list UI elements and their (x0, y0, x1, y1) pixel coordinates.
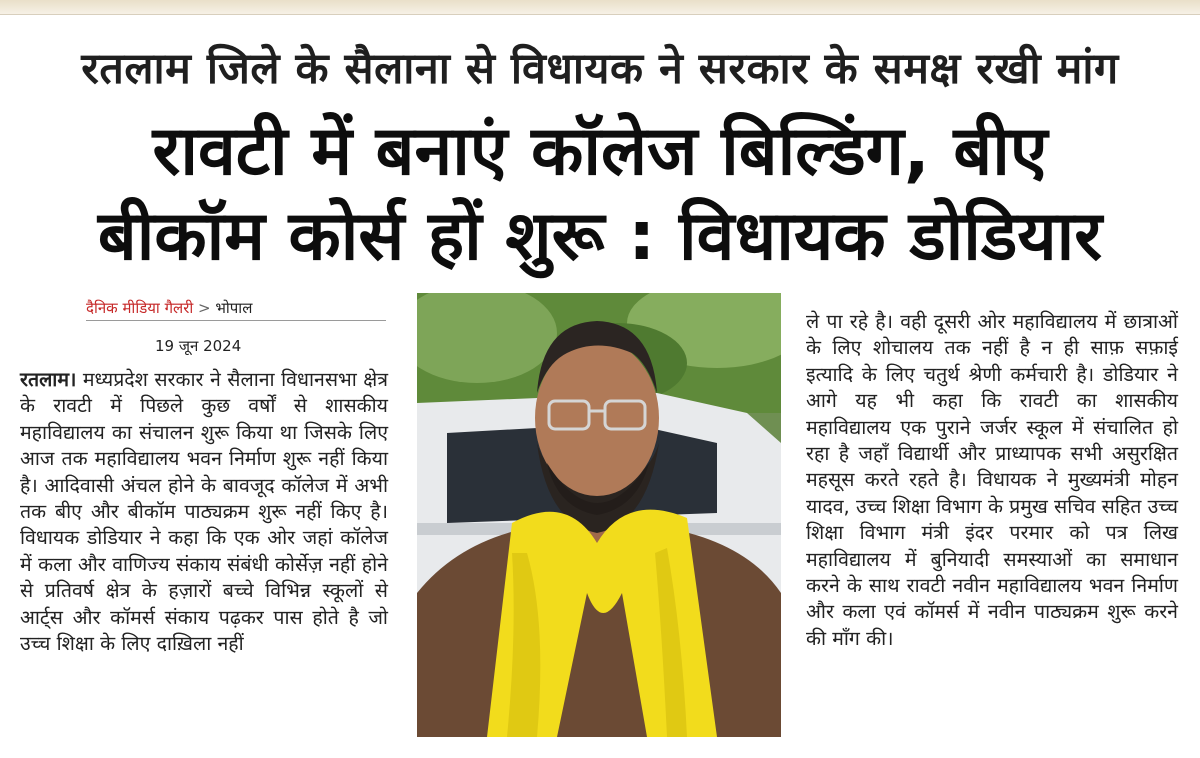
kicker-headline: रतलाम जिले के सैलाना से विधायक ने सरकार के समक्ष रखी मांग (81, 44, 1119, 94)
dateline: 19 जून 2024 (155, 337, 242, 355)
headline-line-1: रावटी में बनाएं कॉलेज बिल्डिंग, बीए (152, 112, 1048, 191)
byline-source: दैनिक मीडिया गैलरी (86, 299, 194, 317)
body-right-text: ले पा रहे है। वही दूसरी ओर महाविद्यालय में छात्राओं के लिए शोचालय तक नहीं है न ही साफ़ सफ़ाई इत्यादि के लिए चतुर्थ श्रेणी कर्मचारी है। डोडियार ने आगे यह भी कहा कि रावटी का शासकीय महाविद्यालय एक पुराने जर्जर स्कूल में संचालित हो रहा है जहाँ विद्यार्थी और प्राध्यापक सभी असुरक्षित महसूस करते रहते है। विधायक ने मुख्यमंत्री मोहन यादव, उच्च शिक्षा विभाग के प्रमुख सचिव सहित उच्च शिक्षा विभाग मंत्री इंदर परमार को पत्र लिख महाविद्यालय में बुनियादी समस्याओं का समाधान करने के साथ रावटी नवीन महाविद्यालय भवन निर्माण और कला एवं कॉमर्स में नवीन पाठ्यक्रम शुरू करने की माँग की। (806, 310, 1178, 650)
byline-city: भोपाल (215, 299, 253, 317)
body-left-text: मध्यप्रदेश सरकार ने सैलाना विधानसभा क्षेत्र के रावटी में पिछले कुछ वर्षों से शासकीय महाविद्यालय का संचालन शुरू किया था जिसके लिए आज तक महाविद्यालय भवन निर्माण शुरू नहीं किया है। आदिवासी अंचल होने के बावजूद कॉलेज में अभी तक बीए और बीकॉम पाठ्यक्रम शुरू नहीं किए है। विधायक डोडियार ने कहा कि एक ओर जहां कॉलेज में कला और वाणिज्य संकाय संबंधी कोर्सेज़ नहीं होने से प्रतिवर्ष क्षेत्र के हज़ारों बच्चे विभिन्न स्कूलों से आर्ट्स और कॉमर्स संकाय पढ़कर पास होते है जो उच्च शिक्षा के लिए दाख़िला नहीं (20, 368, 388, 656)
byline (86, 298, 386, 321)
newspaper-top-strip (0, 0, 1200, 15)
place-name: रतलाम। (20, 368, 77, 391)
article-body-left-column (20, 367, 388, 741)
mla-photo (417, 293, 781, 737)
headline-line-2: बीकॉम कोर्स हों शुरू : विधायक डोडियार (97, 197, 1103, 276)
article-body-right-column (806, 309, 1178, 747)
byline-separator: > (198, 299, 211, 317)
